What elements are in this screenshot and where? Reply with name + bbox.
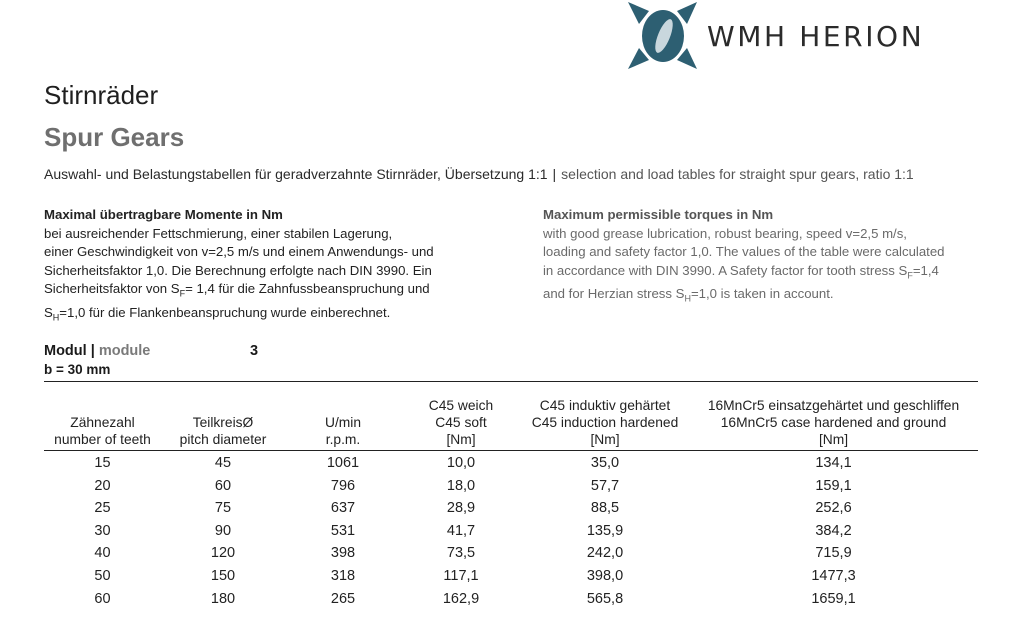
description-de-line: bei ausreichender Fettschmierung, einer stabilen Lagerung,: [44, 225, 393, 241]
column-header-rpm: U/min r.p.m.: [324, 415, 362, 447]
column-header-c45-hardened: C45 induktiv gehärtet C45 induction hardened [Nm]: [531, 398, 679, 447]
page-title-en: Spur Gears: [44, 122, 185, 152]
column-header-c45-soft: C45 weich C45 soft [Nm]: [428, 398, 494, 447]
module-label: Modul | module 3: [44, 343, 259, 359]
table-row: 30 90 531 41,7 135,9 384,2: [94, 522, 852, 539]
description-de-line: Sicherheitsfaktor 1,0. Die Berechnung erfolgte nach DIN 3990. Ein: [44, 262, 432, 278]
description-de-line: $S_H=1,0$ für die Flankenbeanspruchung wurde einberechnet.: [44, 304, 391, 323]
brand-name: WMH HERION: [707, 20, 925, 53]
description-en-line: and for Herzian stress $S_H=1,0$ is taken in account.: [543, 286, 834, 304]
description-de: [44, 206, 524, 327]
description-en-line: loading and safety factor 1,0. The values of the table were calculated: [543, 244, 945, 260]
table-header-rule: [44, 450, 978, 451]
description-de-line: Sicherheitsfaktor von $S_F= 1,4$ für die Zahnfussbeanspruchung und: [44, 281, 430, 300]
description-en-line: with good grease lubrication, robust bearing, speed v=2,5 m/s,: [543, 225, 907, 241]
table-row: 40 120 398 73,5 242,0 715,9: [94, 545, 852, 562]
table-row: 50 150 318 117,1 398,0 1477,3: [94, 567, 856, 584]
page-title-de: Stirnräder: [44, 80, 159, 110]
subtitle-en: selection and load tables for straight spur gears, ratio 1:1: [561, 166, 914, 182]
column-header-pitch-diameter: TeilkreisØ pitch diameter: [179, 415, 267, 447]
table-row: 15 45 1061 10,0 35,0 134,1: [94, 455, 852, 471]
herion-logo-icon: [627, 2, 699, 70]
brand-logo: [627, 2, 987, 70]
column-header-16mncr5: 16MnCr5 einsatzgehärtet und geschliffen 16MnCr5 case hardened and ground [Nm]: [707, 398, 960, 447]
face-width: b = 30 mm: [44, 362, 111, 377]
table-body: [44, 453, 978, 611]
description-en-line: in accordance with DIN 3990. A Safety factor for tooth stress $S_F=1,4$: [543, 262, 939, 281]
description-de-heading: Maximal übertragbare Momente in Nm: [44, 207, 283, 222]
table-row: 60 180 265 162,9 565,8 1659,1: [94, 590, 856, 607]
subtitle: [44, 166, 914, 182]
table-row: 25 75 637 28,9 88,5 252,6: [94, 500, 852, 517]
description-en: [543, 206, 1003, 308]
module-value: 3: [250, 343, 259, 359]
subtitle-de: Auswahl- und Belastungstabellen für geradverzahnte Stirnräder, Übersetzung 1:1: [44, 166, 548, 182]
description-en-heading: Maximum permissible torques in Nm: [543, 207, 774, 222]
subtitle-separator: |: [552, 166, 557, 182]
column-header-teeth: Zähnezahl number of teeth: [54, 415, 151, 447]
description-de-line: einer Geschwindigkeit von v=2,5 m/s und einem Anwendungs- und: [44, 244, 434, 260]
table-row: 20 60 796 18,0 57,7 159,1: [94, 477, 852, 494]
table-top-rule: [44, 381, 978, 382]
